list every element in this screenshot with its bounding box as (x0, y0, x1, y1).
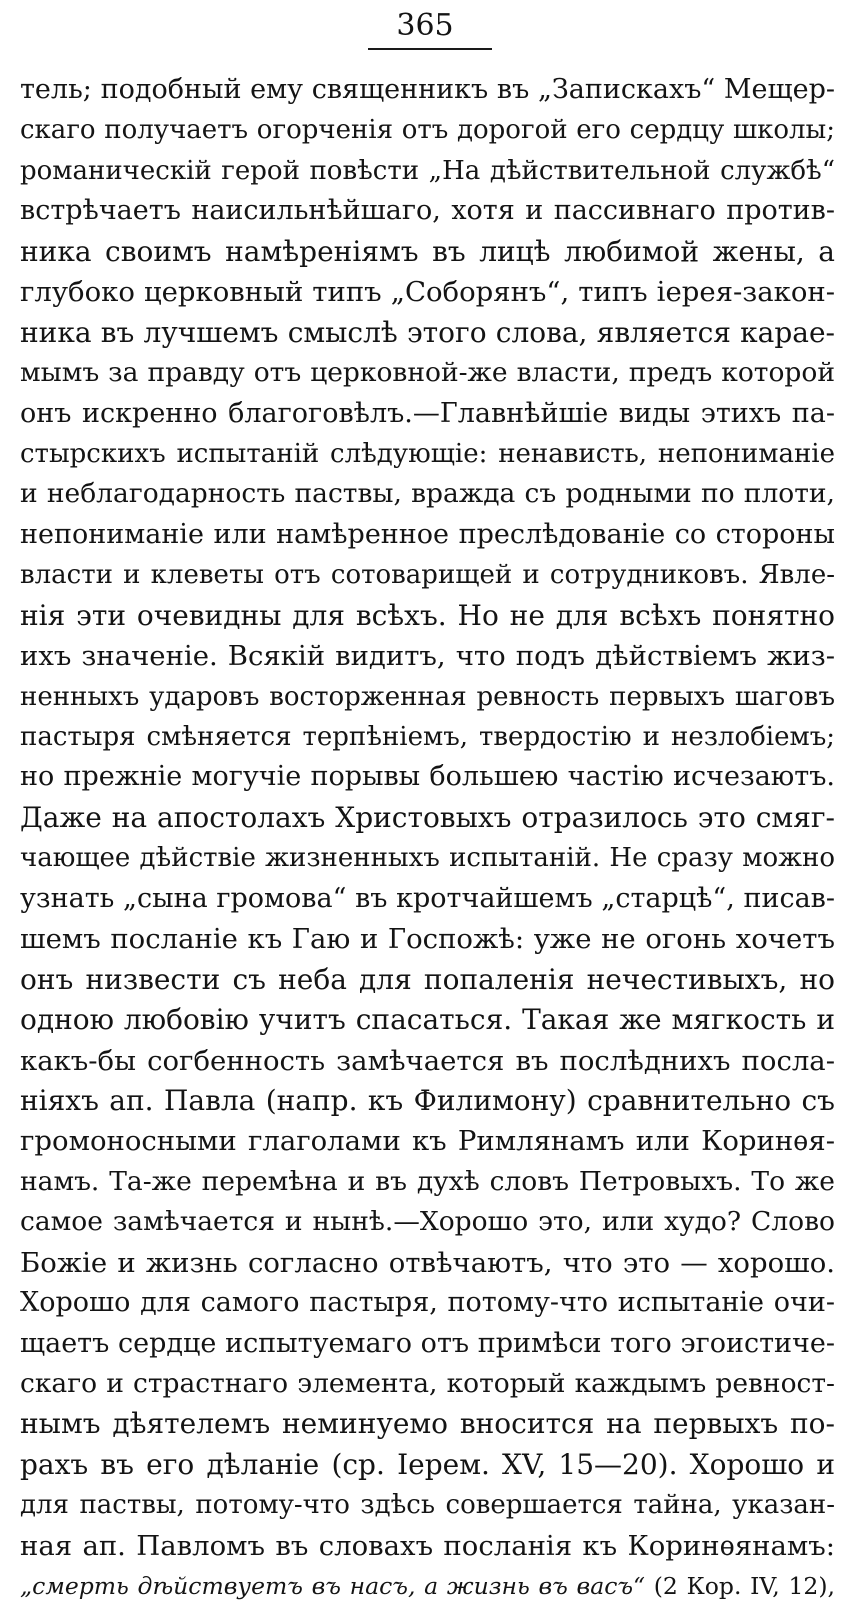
text-line: ника своимъ намѣреніямъ въ лицѣ любимой жены, а (20, 234, 835, 268)
text-line: нымъ дѣятелемъ неминуемо вносится на первыхъ по- (20, 1407, 835, 1441)
text-line: онъ искренно благоговѣлъ.—Главнѣйшіе виды этихъ па- (20, 397, 835, 429)
text-line: и неблагодарность паствы, вражда съ родными по плоти, (20, 478, 835, 510)
text-line: непониманіе или намѣренное преслѣдованіе со стороны (20, 518, 835, 550)
text-line: ніяхъ ап. Павла (напр. къ Филимону) сравнительно съ (20, 1083, 835, 1117)
header-rule (368, 48, 492, 50)
italic-quote: „смерть дѣйствуетъ въ насъ, а жизнь въ васъ“ (20, 1572, 646, 1601)
text-line: ненныхъ ударовъ восторженная ревность первыхъ шаговъ (20, 681, 835, 712)
text-line: намъ. Та-же перемѣна и въ духѣ словъ Петровыхъ. То же (20, 1165, 835, 1197)
text-line: узнать „сына громова“ въ кротчайшемъ „старцѣ“, писав- (20, 882, 835, 914)
text-line: скаго получаетъ огорченія отъ дорогой его сердцу школы; (20, 115, 835, 146)
page-number: 365 (396, 8, 454, 43)
text-line: скаго и страстнаго элемента, который каждымъ ревност- (20, 1368, 835, 1399)
text-line: онъ низвести съ неба для попаленія нечестивыхъ, но (20, 962, 835, 996)
text-line: одною любовію учитъ спасаться. Такая же мягкость и (20, 1003, 835, 1037)
scripture-reference: (2 Кор. IV, 12), (645, 1572, 835, 1601)
text-line: Божіе и жизнь согласно отвѣчаютъ, что это — хорошо. (20, 1246, 835, 1279)
text-line: пастыря смѣняется терпѣніемъ, твердостію и незлобіемъ; (20, 722, 835, 752)
text-line: шемъ посланіе къ Гаю и Госпожѣ: уже не огонь хочетъ (20, 923, 835, 956)
body-text (20, 70, 835, 1607)
text-line: щаетъ сердце испытуемаго отъ примѣси того эгоистиче- (20, 1327, 835, 1359)
text-line: но прежніе могучіе порывы большею частію исчезаютъ. (20, 761, 835, 793)
text-line: тель; подобный ему священникъ въ „Запискахъ“ Мещер- (20, 74, 835, 105)
text-line: для паствы, потому-что здѣсь совершается тайна, указан- (20, 1490, 835, 1521)
text-line: ихъ значеніе. Всякій видитъ, что подъ дѣйствіемъ жиз- (20, 640, 835, 673)
text-line: нія эти очевидны для всѣхъ. Но не для всѣхъ понятно (20, 598, 835, 632)
text-line: рахъ въ его дѣланіе (ср. Іерем. XV, 15—20). Хорошо и (20, 1447, 835, 1481)
text-line: самое замѣчается и нынѣ.—Хорошо это, или худо? Слово (20, 1206, 835, 1238)
text-line: романическій герой повѣсти „На дѣйствительной службѣ“ (20, 155, 835, 186)
text-line: власти и клеветы отъ сотоварищей и сотрудниковъ. Явле- (20, 560, 835, 591)
text-line: какъ-бы согбенность замѣчается въ послѣднихъ посла- (20, 1044, 835, 1077)
text-line: мымъ за правду отъ церковной-же власти, предъ которой (20, 357, 835, 389)
text-line: ная ап. Павломъ въ словахъ посланія къ Коринѳянамъ: (20, 1529, 835, 1562)
text-line: громоносными глаголами къ Римлянамъ или Коринѳя- (20, 1125, 835, 1158)
text-line: глубоко церковный типъ „Соборянъ“, типъ іерея-закон- (20, 276, 835, 309)
text-line: стырскихъ испытаній слѣдующіе: ненависть, непониманіе (20, 438, 835, 469)
text-line: чающее дѣйствіе жизненныхъ испытаній. Не сразу можно (20, 843, 835, 874)
text-line: Даже на апостолахъ Христовыхъ отразилось это смяг- (20, 800, 835, 834)
text-line: встрѣчаетъ наисильнѣйшаго, хотя и пассивнаго против- (20, 195, 835, 227)
text-line: Хорошо для самого пастыря, потому-что испытаніе очи- (20, 1287, 835, 1319)
text-line-last (20, 1566, 835, 1606)
text-line: ника въ лучшемъ смыслѣ этого слова, является карае- (20, 315, 835, 349)
